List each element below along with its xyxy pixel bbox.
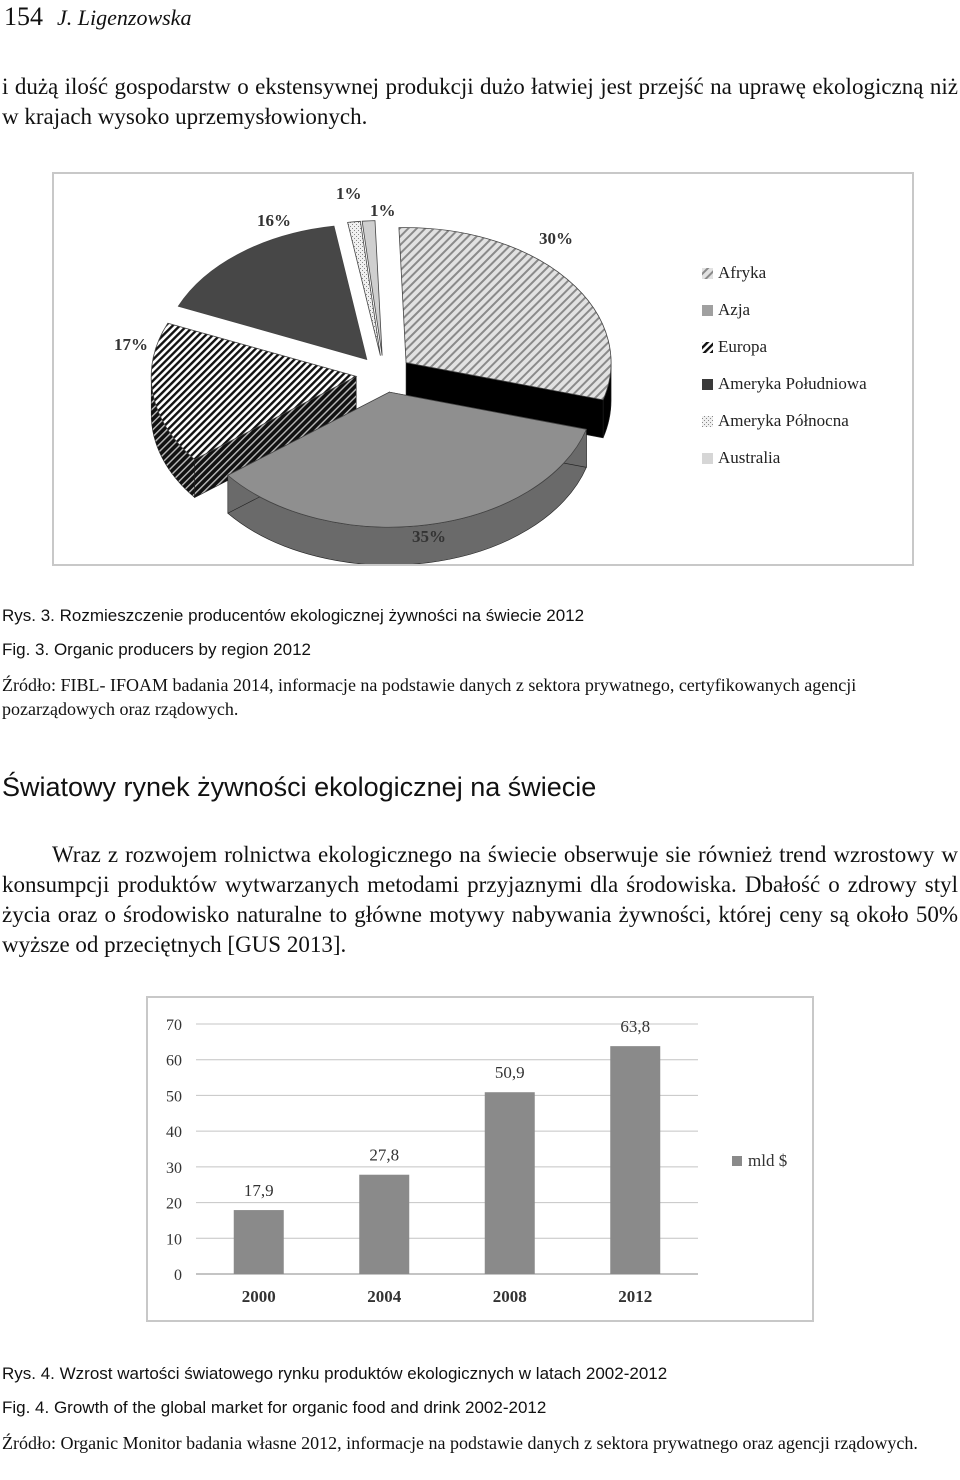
bar-y-tick-label: 0 (174, 1267, 182, 1284)
figure3-caption-pl: Rys. 3. Rozmieszczenie producentów ekologicznej żywności na świecie 2012 (2, 606, 585, 625)
pie-value-label-ameryka-polnocna: 1% (336, 184, 362, 203)
bar-chart-frame (146, 996, 814, 1322)
pie-value-label-ameryka-poludniowa: 16% (257, 211, 291, 230)
pie-legend-label: Afryka (718, 263, 767, 282)
bar-value-label-2012: 63,8 (620, 1017, 651, 1037)
body-paragraph: Wraz z rozwojem rolnictwa ekologicznego na świecie obserwuje sie również trend wzrostowy w konsumpcji produktów wytwarzanych metodami przyjaznymi dla środowiska. Dbałość o zdrowy styl życia oraz o środowisko naturalne to główne motywy nabywania żywności, której ceny są około 50% wyższe od przeciętnych [GUS 2013]. (2, 842, 958, 957)
bar-y-tick-label: 70 (166, 1017, 182, 1034)
bar-legend (732, 1151, 787, 1170)
pie-value-label-afryka: 30% (539, 229, 573, 248)
pie-legend-swatch (702, 268, 713, 279)
bar-2008 (485, 1092, 535, 1274)
bar-x-tick-label: 2000 (241, 1287, 276, 1306)
bar-x-tick-label: 2012 (618, 1287, 653, 1306)
pie-value-label-europa: 17% (114, 335, 148, 354)
figure4-caption-en: Fig. 4. Growth of the global market for organic food and drink 2002-2012 (2, 1398, 547, 1417)
bar-y-tick-label: 20 (166, 1195, 182, 1213)
figure3-caption-en: Fig. 3. Organic producers by region 2012 (2, 640, 312, 659)
pie-legend-item-azja (702, 300, 751, 319)
figure4-caption-pl: Rys. 4. Wzrost wartości światowego rynku produktów ekologicznych w latach 2002-2012 (2, 1364, 668, 1383)
pie-legend-swatch (702, 453, 713, 464)
bar-x-tick-label: 2004 (367, 1287, 402, 1306)
figure4-source: Źródło: Organic Monitor badania własne 2012, informacje na podstawie danych z sektora prywatnego oraz agencji rządowych. (2, 1433, 918, 1453)
figure3-source: Źródło: FIBL- IFOAM badania 2014, informacje na podstawie danych z sektora prywatnego, certyfikowanych agencji pozarządowych oraz rządowych. (2, 675, 857, 719)
pie-legend-item-europa (702, 337, 768, 356)
bar-value-label-2000: 17,9 (243, 1181, 274, 1201)
pie-legend-label: Ameryka Południowa (718, 374, 867, 393)
pie-legend-swatch (702, 379, 713, 390)
pie-legend (702, 263, 867, 467)
bar-legend-swatch (732, 1156, 742, 1166)
pie-legend-item-ameryka-poludniowa (702, 374, 867, 393)
pie-legend-swatch (702, 416, 713, 427)
bar-value-label-2004: 27,8 (369, 1145, 400, 1165)
pie-legend-label: Azja (718, 300, 751, 319)
bar-chart (148, 998, 812, 1320)
pie-legend-swatch (702, 305, 713, 316)
bar-series (234, 1017, 661, 1274)
pie-legend-swatch (702, 342, 713, 353)
bar-2004 (359, 1175, 409, 1274)
pie-value-label-azja: 35% (412, 527, 446, 546)
pie-slices (151, 221, 611, 564)
pie-legend-label: Australia (718, 448, 781, 467)
pie-legend-item-ameryka-polnocna (702, 411, 849, 430)
running-header (4, 2, 191, 32)
pie-chart-frame (52, 172, 914, 566)
bar-y-tick-label: 50 (166, 1088, 182, 1106)
bar-2000 (234, 1210, 284, 1274)
bar-value-label-2008: 50,9 (494, 1063, 525, 1083)
bar-y-tick-label: 30 (166, 1159, 182, 1177)
pie-legend-label: Ameryka Północna (718, 411, 849, 430)
bar-y-tick-label: 60 (166, 1052, 182, 1070)
pie-value-label-australia: 1% (370, 201, 396, 220)
pie-chart (54, 174, 912, 564)
author-name: J. Ligenzowska (57, 5, 192, 30)
intro-paragraph: i dużą ilość gospodarstw o ekstensywnej produkcji dużo łatwiej jest przejść na uprawę ekologiczną niż w krajach wysoko uprzemysłowionych. (2, 74, 958, 129)
pie-legend-item-australia (702, 448, 781, 467)
bar-x-ticks (242, 1287, 653, 1306)
bar-y-tick-label: 10 (166, 1231, 182, 1249)
bar-2012 (610, 1046, 660, 1274)
page-number: 154 (4, 2, 43, 31)
bar-y-ticks (166, 1017, 182, 1284)
section-heading: Światowy rynek żywności ekologicznej na świecie (2, 772, 597, 802)
bar-legend-label: mld $ (748, 1151, 788, 1170)
pie-legend-item-afryka (702, 263, 767, 282)
bar-x-tick-label: 2008 (492, 1287, 527, 1306)
bar-y-tick-label: 40 (166, 1124, 182, 1142)
pie-legend-label: Europa (718, 337, 768, 356)
bar-legend-item (732, 1151, 787, 1170)
